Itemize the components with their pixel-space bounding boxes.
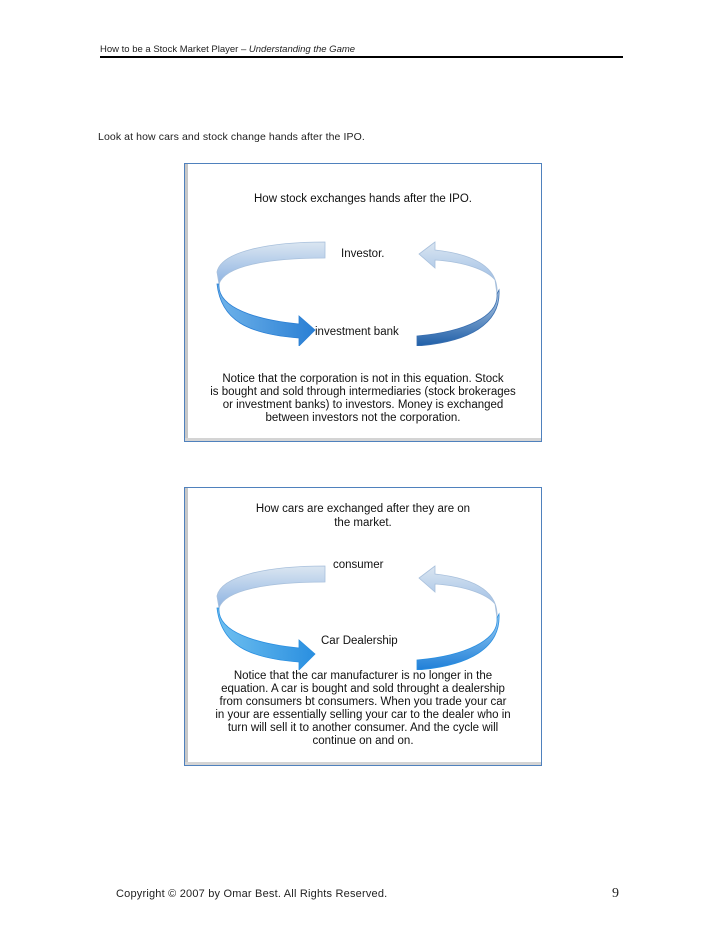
note-line: from consumers bt consumers. When you trade your car (219, 696, 507, 708)
car-dealership-label: Car Dealership (321, 635, 398, 647)
note-line: turn will sell it to another consumer. And the cycle will (227, 722, 499, 734)
diagram-title (185, 502, 541, 530)
consumer-label: consumer (333, 559, 384, 571)
note-line: or investment banks) to investors. Money is exchanged (222, 399, 504, 411)
diagram-shadow-bottom (185, 438, 541, 441)
investor-label: Investor. (341, 248, 385, 260)
header-title: How to be a Stock Market Player (100, 44, 239, 55)
car-exchange-diagram (184, 487, 542, 766)
note-line: Notice that the car manufacturer is no longer in the (233, 670, 493, 682)
note-line: in your are essentially selling your car to the dealer who in (215, 709, 511, 721)
page-number: 9 (612, 886, 619, 901)
note-line: equation. A car is bought and sold throught a dealership (221, 683, 505, 695)
note-line: continue on and on. (312, 735, 414, 747)
note-line: between investors not the corporation. (265, 412, 461, 424)
running-header (100, 44, 622, 55)
diagram-note (189, 373, 537, 425)
diagram-title: How stock exchanges hands after the IPO. (254, 193, 472, 205)
header-rule (100, 56, 623, 58)
header-separator: – (238, 44, 249, 55)
note-line: is bought and sold through intermediaries (stock brokerages (210, 386, 516, 398)
diagram-note (189, 670, 537, 748)
investment-bank-label: investment bank (315, 326, 399, 338)
header-subtitle: Understanding the Game (248, 44, 356, 55)
diagram-title-line: How cars are exchanged after they are on (255, 503, 471, 515)
note-line: Notice that the corporation is not in this equation. Stock (222, 373, 504, 385)
intro-text: Look at how cars and stock change hands after the IPO. (98, 131, 365, 143)
stock-exchange-diagram (184, 163, 542, 442)
diagram-shadow-bottom (185, 762, 541, 765)
copyright-footer: Copyright © 2007 by Omar Best. All Rights Reserved. (116, 888, 388, 900)
diagram-title-line: the market. (334, 517, 392, 529)
